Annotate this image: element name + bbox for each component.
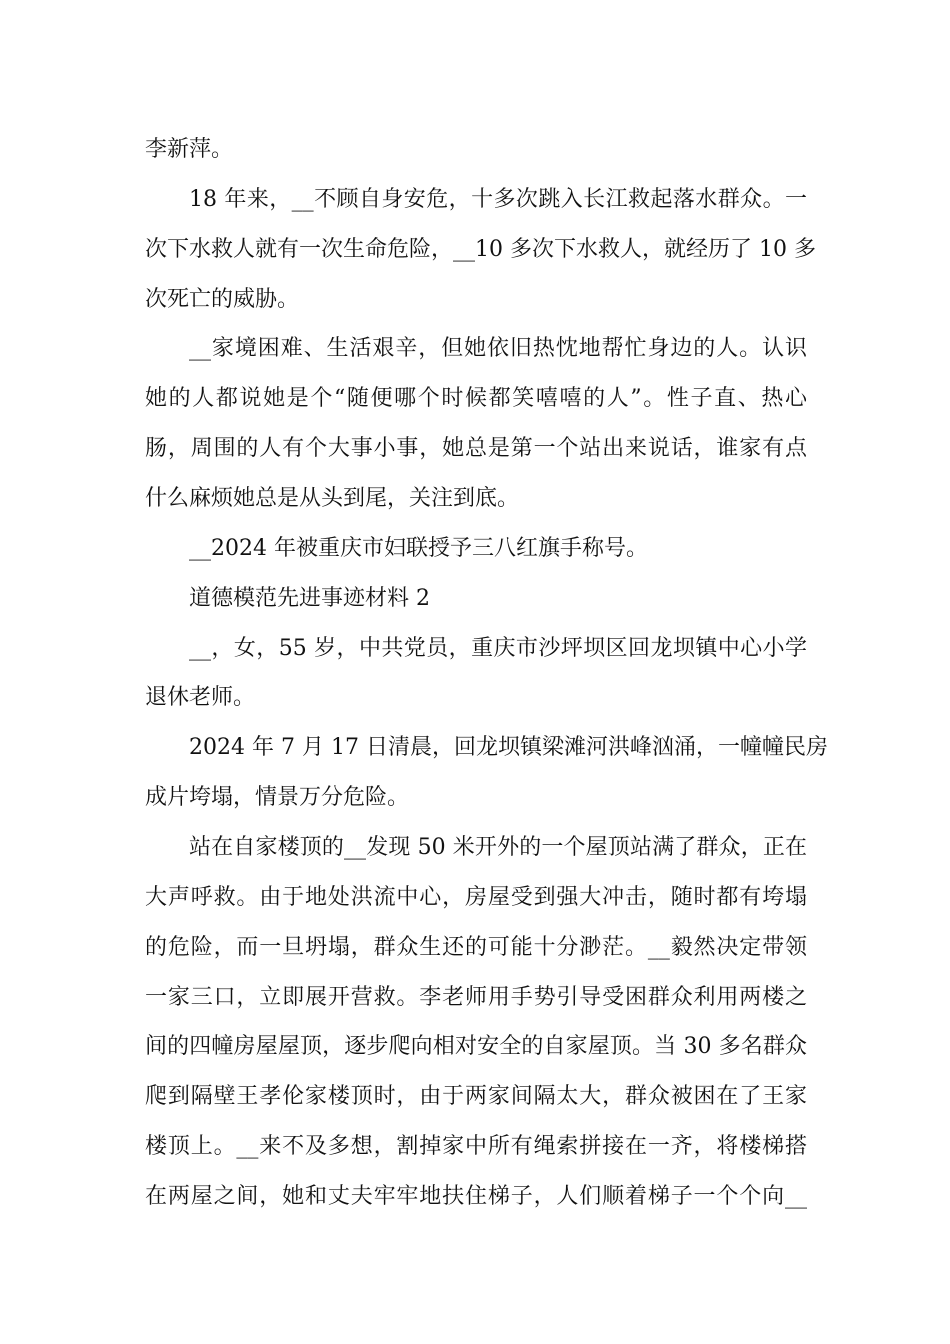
text-line: 18 年来，__不顾自身安危，十多次跳入长江救起落水群众。一 <box>189 186 807 212</box>
text-line: 退休老师。 <box>145 685 256 711</box>
text-line: 的危险，而一旦坍塌，群众生还的可能十分渺茫。__毅然决定带领 <box>145 934 807 960</box>
text-line: 她的人都说她是个“随便哪个时候都笑嘻嘻的人”。性子直、热心 <box>145 386 807 412</box>
text-line: 次死亡的威胁。 <box>145 286 300 312</box>
document-page <box>145 125 828 1222</box>
text-line: 2024 年 7 月 17 日清晨，回龙坝镇梁滩河洪峰汹涌，一幢幢民房 <box>189 735 828 761</box>
text-line: 站在自家楼顶的__发现 50 米开外的一个屋顶站满了群众，正在 <box>189 835 807 861</box>
text-line: 间的四幢房屋屋顶，逐步爬向相对安全的自家屋顶。当 30 多名群众 <box>145 1034 807 1060</box>
text-line: __家境困难、生活艰辛，但她依旧热忱地帮忙身边的人。认识 <box>189 336 807 362</box>
text-line: __，女，55 岁，中共党员，重庆市沙坪坝区回龙坝镇中心小学 <box>189 635 807 661</box>
text-line: 爬到隔壁王孝伦家楼顶时，由于两家间隔太大，群众被困在了王家 <box>145 1084 807 1110</box>
text-line: __2024 年被重庆市妇联授予三八红旗手称号。 <box>189 535 648 561</box>
text-line: 次下水救人就有一次生命危险，__10 多次下水救人，就经历了 10 多 <box>145 236 816 262</box>
text-line: 成片垮塌，情景万分危险。 <box>145 785 410 811</box>
text-line: 楼顶上。__来不及多想，割掉家中所有绳索拼接在一齐，将楼梯搭 <box>145 1134 807 1160</box>
text-line: 在两屋之间，她和丈夫牢牢地扶住梯子，人们顺着梯子一个个向__ <box>145 1184 807 1210</box>
text-line: 李新萍。 <box>145 137 234 162</box>
text-line: 什么麻烦她总是从头到尾，关注到底。 <box>145 486 520 512</box>
section-heading: 道德模范先进事迹材料 2 <box>189 585 430 611</box>
text-line: 肠，周围的人有个大事小事，她总是第一个站出来说话，谁家有点 <box>145 436 807 462</box>
text-line: 一家三口，立即展开营救。李老师用手势引导受困群众利用两楼之 <box>145 984 807 1010</box>
text-line: 大声呼救。由于地处洪流中心，房屋受到强大冲击，随时都有垮塌 <box>145 884 807 910</box>
